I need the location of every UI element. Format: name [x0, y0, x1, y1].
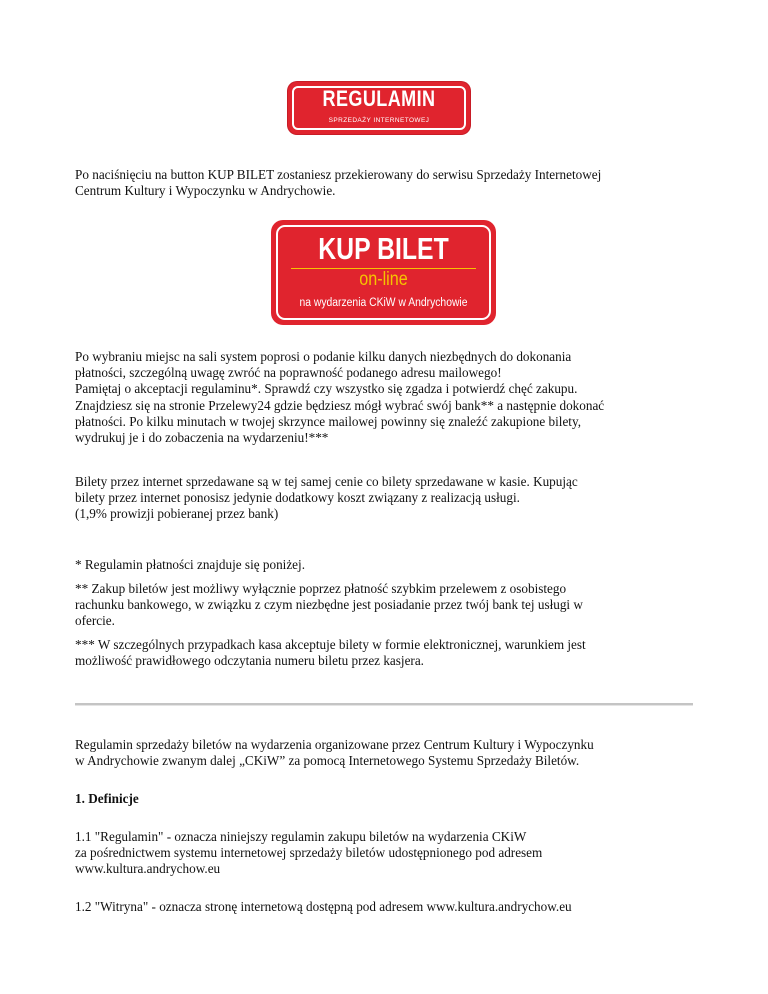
- steps-line: Znajdziesz się na stronie Przelewy24 gdzie będziesz mógł wybrać swój bank** a następnie dokonać: [75, 397, 605, 413]
- footnote-3: [75, 637, 695, 669]
- steps-line: wydrukuj je i do zobaczenia na wydarzeniu!***: [75, 430, 329, 446]
- kup-bilet-subtitle: on-line: [359, 269, 408, 290]
- intro-paragraph: [75, 167, 695, 199]
- definition-line: www.kultura.andrychow.eu: [75, 861, 221, 877]
- footnote-2: [75, 581, 695, 630]
- definition-1-1: [75, 829, 695, 878]
- steps-line: Pamiętaj o akceptacji regulaminu*. Sprawdź czy wszystko się zgadza i potwierdź chęć zakupu.: [75, 381, 578, 397]
- definition-line: 1.1 "Regulamin" - oznacza niniejszy regulamin zakupu biletów na wydarzenia CKiW: [75, 829, 527, 844]
- footnote-line: rachunku bankowego, w związku z czym niezbędne jest posiadanie przez twój bank tej usługi w: [75, 597, 583, 613]
- price-paragraph: [75, 474, 695, 523]
- kup-bilet-tagline: na wydarzenia CKiW w Andrychowie: [299, 297, 468, 309]
- price-line: (1,9% prowizji pobieranej przez bank): [75, 506, 279, 522]
- footnote-line: * Regulamin płatności znajduje się poniżej.: [75, 557, 305, 572]
- definition-1-2: [75, 899, 695, 915]
- regulations-intro-line: w Andrychowie zwanym dalej „CKiW” za pomocą Internetowego Systemu Sprzedaży Biletów.: [75, 753, 580, 769]
- steps-paragraph: [75, 349, 695, 446]
- price-line: bilety przez internet ponosisz jedynie dodatkowy koszt związany z realizacją usługi.: [75, 490, 520, 506]
- definition-line: za pośrednictwem systemu internetowej sprzedaży biletów udostępnionego pod adresem: [75, 845, 543, 861]
- footnote-line: ** Zakup biletów jest możliwy wyłącznie poprzez płatność szybkim przelewem z osobistego: [75, 581, 567, 596]
- regulamin-badge-title: REGULAMIN: [322, 86, 436, 111]
- footnote-line: ofercie.: [75, 613, 115, 629]
- kup-bilet-title: KUP BILET: [318, 231, 449, 266]
- regulamin-badge-subtitle: SPRZEDAŻY INTERNETOWEJ: [328, 117, 430, 124]
- intro-line: Centrum Kultury i Wypoczynku w Andrychowie.: [75, 183, 336, 199]
- section-1-heading: 1. Definicje: [75, 791, 139, 806]
- horizontal-divider: [75, 703, 693, 706]
- regulamin-badge: [288, 82, 470, 134]
- regulations-intro-line: Regulamin sprzedaży biletów na wydarzenia organizowane przez Centrum Kultury i Wypoczynku: [75, 737, 594, 752]
- steps-line: płatności. Po kilku minutach w twojej skrzynce mailowej powinny się znaleźć zakupione bilety,: [75, 413, 581, 429]
- footnote-line: możliwość prawidłowego odczytania numeru biletu przez kasjera.: [75, 653, 424, 669]
- regulations-intro: [75, 737, 695, 769]
- price-line: Bilety przez internet sprzedawane są w tej samej cenie co bilety sprzedawane w kasie. Kupując: [75, 474, 578, 489]
- steps-line: Po wybraniu miejsc na sali system poprosi o podanie kilku danych niezbędnych do dokonania: [75, 349, 572, 364]
- definition-line: 1.2 "Witryna" - oznacza stronę internetową dostępną pod adresem www.kultura.andrychow.eu: [75, 899, 572, 914]
- footnote-1: [75, 557, 695, 573]
- footnote-line: *** W szczególnych przypadkach kasa akceptuje bilety w formie elektronicznej, warunkiem jest: [75, 637, 586, 652]
- intro-line: Po naciśnięciu na button KUP BILET zostaniesz przekierowany do serwisu Sprzedaży Internetowej: [75, 167, 602, 182]
- section-heading: [75, 791, 695, 807]
- kup-bilet-button[interactable]: [271, 220, 496, 325]
- steps-line: płatności, szczególną uwagę zwróć na poprawność podanego adresu mailowego!: [75, 365, 502, 381]
